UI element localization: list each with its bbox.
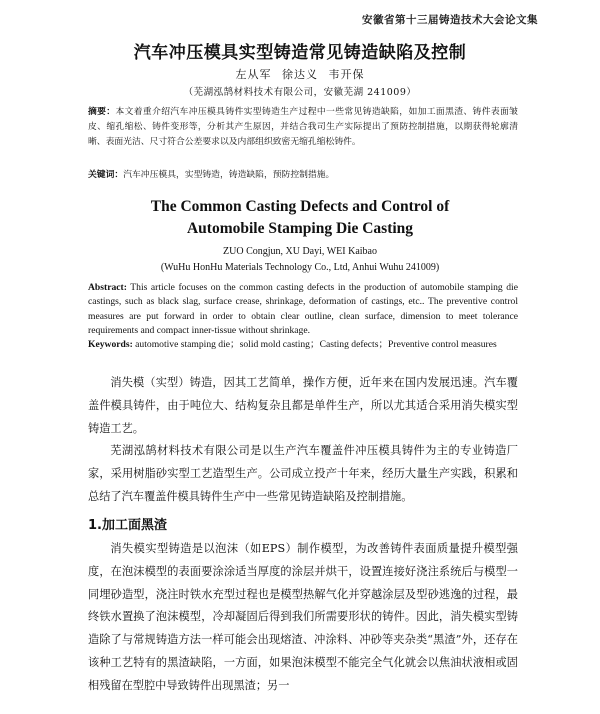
- chinese-abstract-text: 本文着重介绍汽车冲压模具铸件实型铸造生产过程中一些常见铸造缺陷，如加工面黑渣、铸件表面皱皮、缩孔缩松、铸件变形等，分析其产生原因，并结合我司生产实际提出了预防控制措施，以期获得轮廓清晰、表面光洁、尺寸符合公差要求以及内部组织致密无缩孔缩松铸件。: [88, 107, 518, 147]
- body-paragraph-1: 消失模（实型）铸造，因其工艺简单，操作方便，近年来在国内发展迅速。汽车覆盖件模具铸件，由于吨位大、结构复杂且都是单件生产，所以尤其适合采用消失模实型铸造工艺。: [88, 376, 518, 435]
- chinese-affiliation: （芜湖泓鹄材料技术有限公司，安徽芜湖 241009）: [183, 87, 417, 98]
- body-paragraph-3: 消失模实型铸造是以泡沫（如EPS）制作模型，为改善铸件表面质量提升模型强度，在泡沫模型的表面要涂涂适当厚度的涂层并烘干，设置连接好浇注系统后与模型一同埋砂造型，浇注时铁水充型过程也是模型热解气化并穿越涂层及型砂逃逸的过程，最终铁水置换了泡沫模型，冷却凝固后得到我们所需要形状的铸件。因此，消失模实型铸造除了与常规铸造方法一样可能会出现熔渣、冲涂料、冲砂等夹杂类“黑渣”外，还存在该种工艺特有的黑渣缺陷，一方面，如果泡沫模型不能完全气化就会以焦油状液相或固相残留在型腔中导致铸件出现黑渣；另一: [88, 542, 518, 692]
- english-keywords-label: Keywords:: [88, 339, 133, 350]
- english-title-line2: Automobile Stamping Die Casting: [186, 220, 414, 237]
- chinese-keywords: [88, 168, 518, 183]
- section-1-heading: 1.加工面黑渣: [88, 518, 167, 533]
- chinese-title: 汽车冲压模具实型铸造常见铸造缺陷及控制: [133, 43, 467, 63]
- chinese-keywords-text: 汽车冲压模具，实型铸造，铸造缺陷，预防控制措施。: [123, 170, 335, 180]
- english-title-line1: The Common Casting Defects and Control of: [150, 198, 450, 215]
- english-abstract: [88, 281, 518, 339]
- english-affiliation: (WuHu HonHu Materials Technology Co., Ltd, Anhui Wuhu 241009): [160, 262, 440, 273]
- english-abstract-text: This article focuses on the common casting defects in the production of automobile stamping die castings, such as black slag, surface crease, shrinkage, deformation of castings, etc.. The preventive control measures are put forward in order to obtain clear outline, clean surface, dimension to meet tolerance requirements and compact inner-tissue without shrinkage.: [88, 282, 518, 337]
- english-keywords-text: automotive stamping die；solid mold casting；Casting defects；Preventive control measures: [135, 339, 497, 350]
- chinese-keywords-label: 关键词：: [88, 170, 124, 180]
- chinese-abstract: [88, 105, 518, 150]
- chinese-abstract-label: 摘要：: [88, 107, 116, 117]
- english-title: [0, 196, 600, 240]
- english-keywords: [88, 338, 518, 352]
- english-authors: ZUO Congjun, XU Dayi, WEI Kaibao: [223, 246, 377, 257]
- chinese-authors: 左从军 徐达义 韦开保: [235, 68, 365, 81]
- english-abstract-label: Abstract:: [88, 282, 127, 293]
- body-paragraph-2: 芜湖泓鹄材料技术有限公司是以生产汽车覆盖件冲压模具铸件为主的专业铸造厂家，采用树脂砂实型工艺造型生产。公司成立投产十年来，经历大量生产实践，积累和总结了汽车覆盖件模具铸件生产中一些常见铸造缺陷及控制措施。: [88, 444, 518, 503]
- running-head: 安徽省第十三届铸造技术大会论文集: [362, 14, 538, 26]
